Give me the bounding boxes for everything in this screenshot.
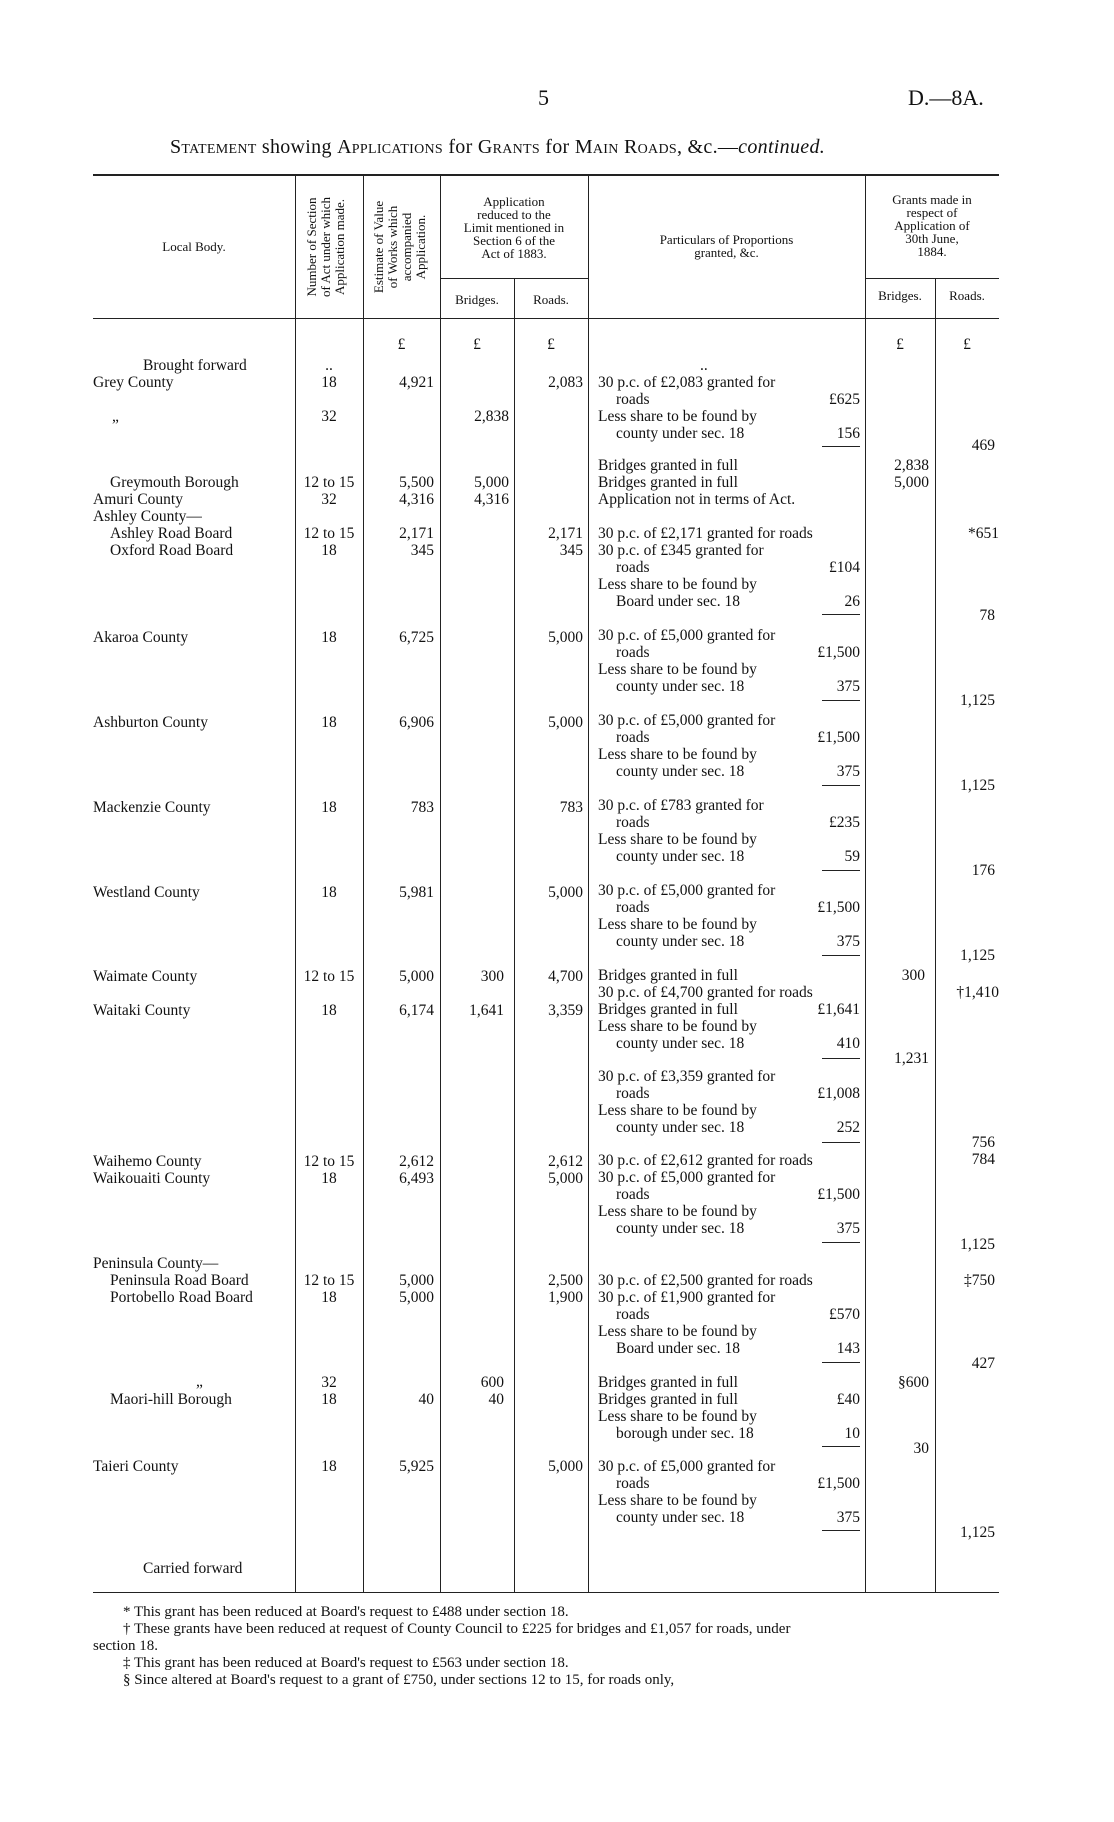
particulars-line: county under sec. 18: [616, 1119, 745, 1136]
roads-cell: 2,500: [548, 1272, 583, 1289]
local-body: Amuri County: [93, 491, 183, 508]
header-section-number: Number of Section of Act under which Application made.: [304, 197, 347, 298]
local-body: Grey County: [93, 374, 174, 391]
estimate-cell: 783: [410, 799, 434, 816]
estimate-cell: 6,493: [399, 1170, 434, 1187]
particulars-amount: 26: [844, 593, 860, 610]
particulars-line: roads: [616, 1186, 650, 1203]
particulars-amount: £1,641: [817, 1001, 860, 1018]
local-body: Taieri County: [93, 1458, 179, 1475]
local-body: Mackenzie County: [93, 799, 211, 816]
particulars-line: Bridges granted in full: [598, 967, 738, 984]
subtotal-rule: [822, 446, 860, 447]
bridges-cell: 600: [480, 1374, 504, 1391]
particulars-amount: £235: [829, 814, 860, 831]
roads-cell: 345: [559, 542, 583, 559]
grants-bridges-cell: 300: [901, 967, 925, 984]
estimate-cell: 40: [418, 1391, 434, 1408]
estimate-cell: 5,000: [399, 968, 434, 985]
roads-cell: 1,900: [548, 1289, 583, 1306]
brought-forward-label: Brought forward: [143, 357, 247, 374]
brought-forward-particulars: ..: [700, 357, 708, 374]
local-body: Waihemo County: [93, 1153, 202, 1170]
estimate-cell: 6,906: [399, 714, 434, 731]
particulars-line: roads: [616, 1306, 650, 1323]
section-cell: 18: [321, 714, 337, 731]
subtotal-rule: [822, 1142, 860, 1143]
particulars-line: Bridges granted in full: [598, 457, 738, 474]
particulars-line: county under sec. 18: [616, 1220, 745, 1237]
particulars-line: Application not in terms of Act.: [598, 491, 796, 508]
particulars-amount: £104: [829, 559, 860, 576]
roads-cell: 2,171: [548, 525, 583, 542]
bridges-cell: 300: [480, 968, 504, 985]
particulars-amount: 375: [836, 763, 860, 780]
particulars-line: Less share to be found by: [598, 1492, 757, 1509]
particulars-line: roads: [616, 559, 650, 576]
local-body: Peninsula Road Board: [110, 1272, 249, 1289]
local-body: Ashley Road Board: [110, 525, 233, 542]
grants-roads-cell: 1,125: [960, 777, 995, 794]
particulars-amount: 10: [844, 1425, 860, 1442]
grants-roads-cell: 1,125: [960, 1236, 995, 1253]
estimate-cell: 6,725: [399, 629, 434, 646]
roads-cell: 5,000: [548, 714, 583, 731]
particulars-line: county under sec. 18: [616, 425, 745, 442]
particulars-line: Board under sec. 18: [616, 1340, 740, 1357]
section-cell: 18: [321, 1289, 337, 1306]
header-reduced-bridges: Bridges.: [455, 292, 499, 307]
particulars-line: Less share to be found by: [598, 1018, 757, 1035]
particulars-line: 30 p.c. of £5,000 granted for: [598, 882, 776, 899]
section-cell: 32: [321, 491, 337, 508]
carried-forward-label: Carried forward: [143, 1560, 243, 1577]
table-bottom-rule: [93, 1592, 999, 1593]
particulars-amount: £1,500: [817, 899, 860, 916]
estimate-cell: 6,174: [399, 1002, 434, 1019]
particulars-line: roads: [616, 729, 650, 746]
particulars-line: county under sec. 18: [616, 848, 745, 865]
header-grants-roads: Roads.: [949, 288, 985, 303]
grants-bridges-cell: 1,231: [894, 1050, 929, 1067]
particulars-line: 30 p.c. of £1,900 granted for: [598, 1289, 776, 1306]
particulars-line: county under sec. 18: [616, 1035, 745, 1052]
particulars-amount: £1,500: [817, 1475, 860, 1492]
section-cell: 18: [321, 1458, 337, 1475]
particulars-amount: 375: [836, 1220, 860, 1237]
roads-cell: 4,700: [548, 968, 583, 985]
footnote: § Since altered at Board's request to a grant of £750, under sections 12 to 15, for roads only,: [123, 1672, 675, 1688]
estimate-cell: 5,925: [399, 1458, 434, 1475]
section-cell: 12 to 15: [303, 1272, 355, 1289]
particulars-line: Bridges granted in full: [598, 1001, 738, 1018]
table-top-rule: [93, 174, 999, 176]
bridges-cell: 40: [488, 1391, 504, 1408]
unit-reduced-bridges: £: [473, 336, 481, 353]
particulars-amount: 143: [836, 1340, 860, 1357]
estimate-cell: 5,000: [399, 1289, 434, 1306]
grants-roads-cell: ‡750: [964, 1272, 995, 1289]
particulars-line: 30 p.c. of £345 granted for: [598, 542, 764, 559]
bridges-cell: 4,316: [474, 491, 509, 508]
particulars-line: Bridges granted in full: [598, 1374, 738, 1391]
local-body-group: Ashley County—: [93, 508, 202, 525]
subtotal-rule: [822, 700, 860, 701]
local-body: Waimate County: [93, 968, 198, 985]
particulars-line: 30 p.c. of £2,612 granted for roads: [598, 1152, 813, 1169]
particulars-amount: 59: [844, 848, 860, 865]
grants-roads-cell: *651: [968, 525, 999, 542]
particulars-line: Less share to be found by: [598, 916, 757, 933]
unit-grants-bridges: £: [896, 336, 904, 353]
bridges-cell: 1,641: [469, 1002, 504, 1019]
particulars-line: roads: [616, 899, 650, 916]
local-body: Akaroa County: [93, 629, 189, 646]
col-rule-5: [588, 174, 589, 1592]
particulars-line: 30 p.c. of £5,000 granted for: [598, 712, 776, 729]
particulars-line: Bridges granted in full: [598, 1391, 738, 1408]
header-bottom-rule: [93, 318, 999, 319]
section-cell: 18: [321, 1391, 337, 1408]
roads-cell: 2,083: [548, 374, 583, 391]
grants-bridges-cell: 30: [913, 1440, 929, 1457]
local-body: Ashburton County: [93, 714, 208, 731]
particulars-line: 30 p.c. of £5,000 granted for: [598, 1169, 776, 1186]
footnote: section 18.: [93, 1638, 158, 1654]
section-cell: 32: [321, 408, 337, 425]
brought-forward-section: ..: [325, 357, 333, 374]
particulars-amount: £1,008: [817, 1085, 860, 1102]
local-body-ditto: „: [112, 408, 119, 425]
local-body: Westland County: [93, 884, 200, 901]
subtotal-rule: [822, 1530, 860, 1531]
roads-cell: 3,359: [548, 1002, 583, 1019]
particulars-amount: 156: [836, 425, 860, 442]
section-cell: 18: [321, 1170, 337, 1187]
grants-roads-cell: 427: [971, 1355, 995, 1372]
local-body: Waikouaiti County: [93, 1170, 211, 1187]
particulars-line: roads: [616, 814, 650, 831]
particulars-amount: £1,500: [817, 1186, 860, 1203]
roads-cell: 5,000: [548, 1170, 583, 1187]
header-reduced-roads: Roads.: [533, 292, 569, 307]
section-cell: 18: [321, 542, 337, 559]
section-cell: 18: [321, 884, 337, 901]
section-cell: 12 to 15: [303, 474, 355, 491]
col-rule-7: [935, 278, 936, 1592]
header-grants-made: Grants made in respect of Application of 30th June, 1884.: [892, 192, 972, 259]
section-cell: 12 to 15: [303, 1153, 355, 1170]
particulars-line: 30 p.c. of £2,500 granted for roads: [598, 1272, 813, 1289]
subtotal-rule: [822, 1242, 860, 1243]
particulars-line: Less share to be found by: [598, 1102, 757, 1119]
header-estimate: Estimate of Value of Works which accompanied Application.: [371, 200, 428, 294]
particulars-amount: £1,500: [817, 644, 860, 661]
footnote: † These grants have been reduced at request of County Council to £225 for bridges and £1,057 for roads, under: [123, 1621, 791, 1637]
header-local-body: Local Body.: [162, 239, 226, 254]
document-reference: D.—8A.: [908, 85, 984, 110]
particulars-amount: 375: [836, 1509, 860, 1526]
section-cell: 32: [321, 1374, 337, 1391]
grants-roads-cell: 1,125: [960, 1524, 995, 1541]
particulars-line: Less share to be found by: [598, 1408, 757, 1425]
particulars-line: Less share to be found by: [598, 746, 757, 763]
grants-bridges-cell: §600: [898, 1374, 929, 1391]
section-cell: 12 to 15: [303, 968, 355, 985]
header-grants-bridges: Bridges.: [878, 288, 922, 303]
subtotal-rule: [822, 785, 860, 786]
subtotal-rule: [822, 870, 860, 871]
particulars-line: Less share to be found by: [598, 576, 757, 593]
particulars-amount: £1,500: [817, 729, 860, 746]
bridges-cell: 5,000: [474, 474, 509, 491]
local-body-group: Peninsula County—: [93, 1255, 219, 1272]
estimate-cell: 4,921: [399, 374, 434, 391]
local-body: Oxford Road Board: [110, 542, 234, 559]
grants-roads-cell: 1,125: [960, 692, 995, 709]
subtotal-rule: [822, 614, 860, 615]
estimate-cell: 5,000: [399, 1272, 434, 1289]
roads-cell: 2,612: [548, 1153, 583, 1170]
subtotal-rule: [822, 1362, 860, 1363]
section-cell: 18: [321, 1002, 337, 1019]
particulars-line: 30 p.c. of £3,359 granted for: [598, 1068, 776, 1085]
section-cell: 12 to 15: [303, 525, 355, 542]
local-body: Maori-hill Borough: [110, 1391, 232, 1408]
local-body-ditto: „: [196, 1373, 203, 1390]
particulars-line: county under sec. 18: [616, 933, 745, 950]
particulars-line: 30 p.c. of £2,083 granted for: [598, 374, 776, 391]
unit-reduced-roads: £: [547, 336, 555, 353]
local-body: Portobello Road Board: [110, 1289, 253, 1306]
grants-roads-cell: 78: [979, 607, 995, 624]
particulars-amount: £570: [829, 1306, 860, 1323]
particulars-amount: £40: [836, 1391, 860, 1408]
unit-grants-roads: £: [963, 336, 971, 353]
particulars-amount: 375: [836, 678, 860, 695]
particulars-amount: 375: [836, 933, 860, 950]
particulars-amount: 410: [836, 1035, 860, 1052]
grants-roads-cell: †1,410: [956, 984, 999, 1001]
section-cell: 18: [321, 374, 337, 391]
particulars-line: Less share to be found by: [598, 408, 757, 425]
particulars-line: 30 p.c. of £783 granted for: [598, 797, 764, 814]
particulars-line: Less share to be found by: [598, 831, 757, 848]
particulars-line: roads: [616, 1475, 650, 1492]
estimate-cell: 4,316: [399, 491, 434, 508]
grants-bridges-cell: 5,000: [894, 474, 929, 491]
estimate-cell: 5,981: [399, 884, 434, 901]
unit-estimate: £: [397, 336, 406, 353]
particulars-line: roads: [616, 391, 650, 408]
grants-roads-cell: 784: [971, 1151, 995, 1168]
particulars-line: 30 p.c. of £2,171 granted for roads: [598, 525, 813, 542]
particulars-line: Less share to be found by: [598, 1323, 757, 1340]
local-body: Greymouth Borough: [110, 474, 239, 491]
grants-roads-cell: 176: [971, 862, 995, 879]
header-application-reduced: Application reduced to the Limit mentioned in Section 6 of the Act of 1883.: [463, 194, 565, 261]
particulars-line: 30 p.c. of £5,000 granted for: [598, 627, 776, 644]
estimate-cell: 5,500: [399, 474, 434, 491]
particulars-line: Board under sec. 18: [616, 593, 740, 610]
particulars-line: roads: [616, 644, 650, 661]
particulars-line: 30 p.c. of £4,700 granted for roads: [598, 984, 813, 1001]
estimate-cell: 2,612: [399, 1153, 434, 1170]
page-number: 5: [538, 85, 549, 110]
particulars-line: Bridges granted in full: [598, 474, 738, 491]
particulars-line: county under sec. 18: [616, 763, 745, 780]
local-body: Waitaki County: [93, 1002, 191, 1019]
grants-bridges-cell: 2,838: [894, 457, 929, 474]
particulars-line: borough under sec. 18: [616, 1425, 754, 1442]
grants-roads-cell: 469: [971, 437, 995, 454]
grants-roads-cell: 1,125: [960, 947, 995, 964]
roads-cell: 5,000: [548, 884, 583, 901]
particulars-line: county under sec. 18: [616, 1509, 745, 1526]
particulars-amount: £625: [829, 391, 860, 408]
section-cell: 18: [321, 629, 337, 646]
particulars-line: Less share to be found by: [598, 1203, 757, 1220]
grants-subheader-rule: [865, 278, 999, 279]
particulars-line: 30 p.c. of £5,000 granted for: [598, 1458, 776, 1475]
estimate-cell: 2,171: [399, 525, 434, 542]
particulars-amount: 252: [836, 1119, 860, 1136]
roads-cell: 5,000: [548, 629, 583, 646]
footnote: * This grant has been reduced at Board's request to £488 under section 18.: [123, 1604, 569, 1620]
roads-cell: 5,000: [548, 1458, 583, 1475]
page-title: Statement showing Applications for Grants for Main Roads, &c.—continued.: [170, 136, 826, 158]
grants-roads-cell: 756: [971, 1134, 995, 1151]
estimate-cell: 345: [410, 542, 434, 559]
particulars-line: Less share to be found by: [598, 661, 757, 678]
section-cell: 18: [321, 799, 337, 816]
footnote: ‡ This grant has been reduced at Board's request to £563 under section 18.: [123, 1655, 569, 1671]
header-particulars: Particulars of Proportions granted, &c.: [659, 232, 794, 260]
subtotal-rule: [822, 955, 860, 956]
subtotal-rule: [822, 1446, 860, 1447]
col-rule-4: [514, 278, 515, 1592]
particulars-line: roads: [616, 1085, 650, 1102]
subtotal-rule: [822, 1058, 860, 1059]
particulars-line: county under sec. 18: [616, 678, 745, 695]
roads-cell: 783: [559, 799, 583, 816]
bridges-cell: 2,838: [474, 408, 509, 425]
